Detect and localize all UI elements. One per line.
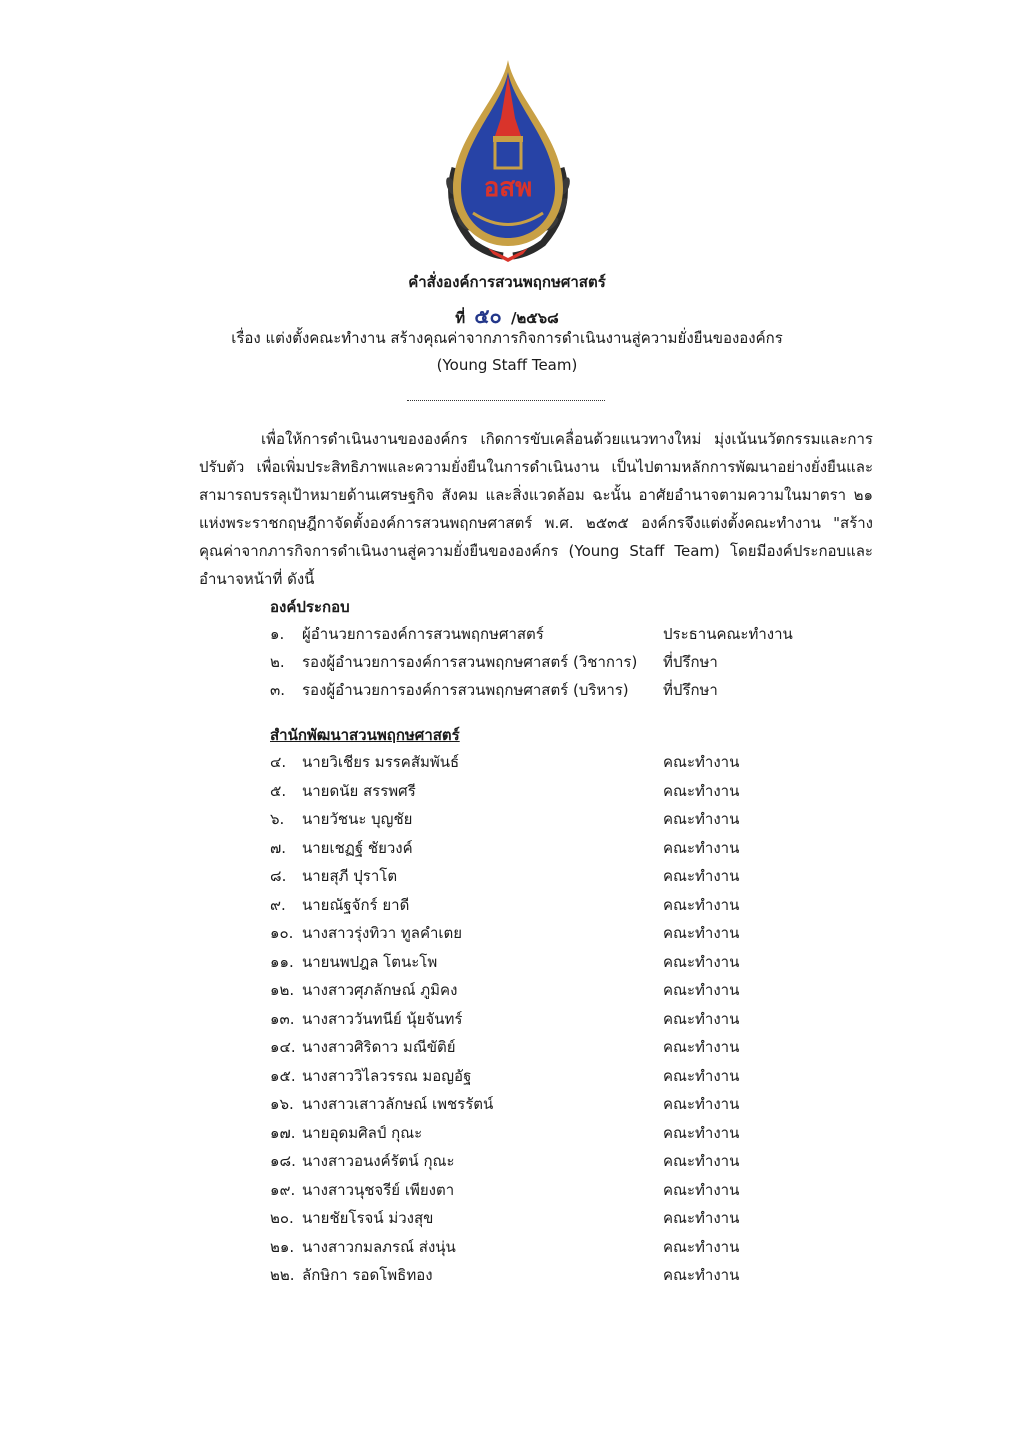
member-name: นางสาวอนงค์รัตน์ กุณะ (302, 1152, 455, 1170)
member-role: คณะทำงาน (663, 1038, 740, 1056)
member-name: นายณัฐจักร์ ยาดี (302, 895, 410, 914)
list-item (270, 1178, 830, 1206)
member-num: ๔. (270, 753, 287, 771)
office-heading: สำนักพัฒนาสวนพฤกษศาสตร์ (270, 726, 460, 744)
member-name: นายชัยโรจน์ ม่วงสุข (302, 1209, 434, 1227)
member-name: นางสาวเสาวลักษณ์ เพชรรัตน์ (302, 1095, 494, 1113)
member-name: นางสาววันทนีย์ นุ้ยจันทร์ (302, 1009, 463, 1028)
list-item: ๓. รองผู้อำนวยการองค์การสวนพฤกษศาสตร์ (บริหาร) ที่ปรึกษา (270, 681, 718, 699)
list-item (270, 750, 830, 778)
member-name: นายอุดมศิลป์ กุณะ (302, 1123, 423, 1142)
member-role: คณะทำงาน (663, 1209, 740, 1227)
member-role: คณะทำงาน (663, 1066, 740, 1085)
member-role: คณะทำงาน (663, 1009, 740, 1028)
member-role: คณะทำงาน (663, 1266, 740, 1284)
list-item (270, 950, 830, 978)
list-item (270, 864, 830, 892)
member-role: คณะทำงาน (663, 952, 740, 971)
list-item (270, 1206, 830, 1234)
list-item (270, 1092, 830, 1120)
member-num: ๒๒. (270, 1266, 295, 1284)
list-item: ๒. รองผู้อำนวยการองค์การสวนพฤกษศาสตร์ (วิชาการ) ที่ปรึกษา (270, 653, 718, 671)
member-num: ๕. (270, 781, 287, 800)
order-subject: เรื่อง แต่งตั้งคณะทำงาน สร้างคุณค่าจากภารกิจการดำเนินงานสู่ความยั่งยืนขององค์กร (231, 329, 783, 347)
member-name: นางสาวศิริดาว มณีขัติย์ (302, 1038, 456, 1056)
member-name: นายสุภี ปุราโต (302, 867, 398, 885)
member-role: คณะทำงาน (663, 753, 740, 771)
member-name: นายนพปฎล โตนะโพ (302, 952, 438, 971)
member-name: นางสาวนุชจรีย์ เพียงตา (302, 1180, 455, 1199)
member-role: คณะทำงาน (663, 810, 740, 828)
list-item (270, 1007, 830, 1035)
member-name: นางสาวศุภลักษณ์ ภูมิคง (302, 981, 458, 999)
member-name: นายวิเชียร มรรคสัมพันธ์ (302, 753, 460, 771)
member-num: ๙. (270, 895, 286, 914)
member-name: นางสาวรุ่งทิวา ทูลคำเตย (302, 924, 463, 942)
order-number-suffix: /๒๕๖๘ (510, 309, 559, 327)
member-num: ๒๐. (270, 1209, 294, 1227)
list-item (270, 1235, 830, 1263)
order-subject-english: (Young Staff Team) (436, 356, 578, 374)
list-item (270, 893, 830, 921)
member-role: คณะทำงาน (663, 981, 740, 999)
member-role: คณะทำงาน (663, 895, 740, 914)
member-name: นายดนัย สรรพศรี (302, 781, 416, 800)
order-number-prefix: ที่ (455, 309, 466, 327)
member-role: คณะทำงาน (663, 924, 740, 942)
member-name: นางสาวกมลภรณ์ ส่งนุ่น (302, 1237, 456, 1256)
member-role: คณะทำงาน (663, 1237, 740, 1256)
composition-heading: องค์ประกอบ (270, 598, 350, 616)
member-num: ๒๑. (270, 1237, 295, 1256)
botanical-garden-emblem-icon (433, 58, 583, 263)
member-role: คณะทำงาน (663, 1180, 740, 1199)
member-num: ๗. (270, 838, 287, 857)
member-num: ๑๙. (270, 1180, 296, 1199)
list-item (270, 836, 830, 864)
svg-text:อสพ: อสพ (483, 173, 533, 203)
order-title: คำสั่งองค์การสวนพฤกษศาสตร์ (408, 273, 606, 291)
member-role: คณะทำงาน (663, 1123, 740, 1142)
member-role: คณะทำงาน (663, 867, 740, 885)
member-num: ๘. (270, 867, 287, 885)
dotted-divider (407, 400, 605, 401)
member-name: นายวัชนะ บุญชัย (302, 810, 413, 828)
list-item (270, 807, 830, 835)
member-role: คณะทำงาน (663, 838, 740, 857)
member-role: คณะทำงาน (663, 1095, 740, 1113)
member-num: ๑๒. (270, 981, 295, 999)
member-num: ๑๗. (270, 1123, 296, 1142)
member-role: คณะทำงาน (663, 1152, 740, 1170)
list-item (270, 1149, 830, 1177)
list-item (270, 779, 830, 807)
member-num: ๑๐. (270, 924, 294, 942)
member-num: ๑๓. (270, 1009, 295, 1028)
member-name: นางสาววิไลวรรณ มอญอัฐ (302, 1066, 472, 1085)
list-item: ๑. ผู้อำนวยการองค์การสวนพฤกษศาสตร์ ประธานคณะทำงาน (270, 625, 793, 643)
member-role: คณะทำงาน (663, 781, 740, 800)
member-num: ๑๖. (270, 1095, 294, 1113)
order-number-handwritten: ๕๐ (474, 304, 502, 328)
list-item (270, 1064, 830, 1092)
member-num: ๑๔. (270, 1038, 296, 1056)
member-num: ๖. (270, 810, 285, 828)
list-item (270, 1121, 830, 1149)
member-num: ๑๘. (270, 1152, 296, 1170)
list-item (270, 921, 830, 949)
member-name: ลักษิกา รอดโพธิทอง (302, 1266, 433, 1284)
list-item (270, 978, 830, 1006)
member-num: ๑๑. (270, 952, 294, 971)
member-num: ๑๕. (270, 1066, 296, 1085)
list-item (270, 1263, 830, 1291)
list-item (270, 1035, 830, 1063)
order-body-paragraph: เพื่อให้การดำเนินงานขององค์กร เกิดการขับเคลื่อนด้วยแนวทางใหม่ มุ่งเน้นนวัตกรรมและการปรับตัว เพื่อเพิ่มประสิทธิภาพและความยั่งยืนในการดำเนินงาน เป็นไปตามหลักการพัฒนาอย่างยั่งยืนและสามารถบรรลุเป้าหมายด้านเศรษฐกิจ สังคม และสิ่งแวดล้อม ฉะนั้น อาศัยอำนาจตามความในมาตรา ๒๑ แห่งพระราชกฤษฎีกาจัดตั้งองค์การสวนพฤกษศาสตร์ พ.ศ. ๒๕๓๕ องค์กรจึงแต่งตั้งคณะทำงาน "สร้างคุณค่าจากภารกิจการดำเนินงานสู่ความยั่งยืนขององค์กร (Young Staff Team) โดยมีองค์ประกอบและอำนาจหน้าที่ ดังนี้ (199, 430, 873, 588)
member-name: นายเชฏฐ์ ชัยวงค์ (302, 838, 413, 857)
